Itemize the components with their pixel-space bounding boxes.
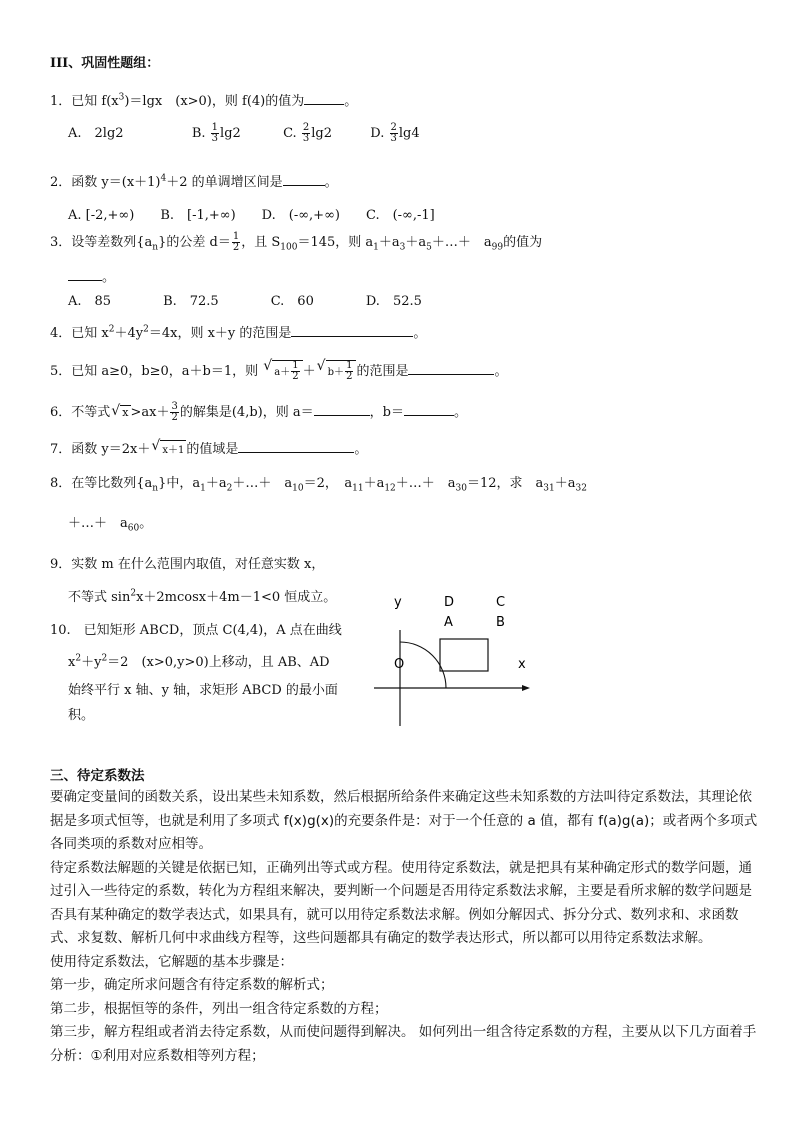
rectangle-figure <box>360 588 540 728</box>
q7-end: 。 <box>354 442 368 457</box>
question-8-line2 <box>68 512 152 534</box>
q1-text-b: )＝lgx (x>0)，则 f(4)的值为 <box>124 94 305 109</box>
q5-radical-1: √ a＋ $\frac{1}{2}$ <box>272 360 302 382</box>
question-2-options: A. [-2,+∞) B. [-1,+∞) D. (-∞,+∞) C. (-∞,-1] <box>68 208 435 223</box>
q8-sub-60: 60 <box>127 523 140 534</box>
q6-text-d: ，b＝ <box>369 405 404 420</box>
q5-answer-blank <box>408 362 494 375</box>
question-10-line2 <box>68 651 330 670</box>
q8-text-h: ＝12，求 a <box>467 476 544 491</box>
q1-option-c-label: C. <box>283 126 297 141</box>
q3-text-g: ＋…＋ a <box>431 235 492 250</box>
method-paragraph-2: 待定系数法解题的关键是依据已知，正确列出等式或方程。使用待定系数法，就是把具有某种确定形式的数学问题，通过引入一些待定的系数，转化为方程组来解决，要判断一个问题是否用待定系数法求解，主要是看所求解的数学问题是否具有某种确定的数学表达式，如果具有，就可以用待定系数法求解。例如分解因式、拆分分式、数列求和、求函数式、求复数、解析几何中求曲线方程等，这些问题都具有确定的数学表达形式，所以都可以用待定系数法求解。 <box>50 859 752 946</box>
q8-text-f: ＋a <box>363 476 385 491</box>
q3-text-c: ，且 S <box>241 235 281 250</box>
circle-arc <box>400 642 446 688</box>
label-c: C <box>496 595 506 610</box>
q1-option-b-label: B. <box>191 126 206 141</box>
q8-text-b: }中，a <box>158 476 201 491</box>
question-10-line4: 积。 <box>68 708 95 723</box>
q8-text-c: ＋a <box>205 476 227 491</box>
x-axis-arrow-icon <box>522 685 530 691</box>
question-1-stem <box>50 90 357 109</box>
q8-text-a: 8．在等比数列{a <box>50 476 153 491</box>
q3-text-f: ＋a <box>405 235 427 250</box>
q1-text-a: 1．已知 f(x <box>50 94 119 109</box>
question-3-stem <box>50 231 542 253</box>
q1-sup: 3 <box>118 92 125 103</box>
q4-text-c: ＝4x，则 x＋y 的范围是 <box>148 326 292 341</box>
q3-sub-3: 3 <box>399 242 406 253</box>
q6-radical: √ x <box>120 405 130 419</box>
question-1-options <box>68 122 420 144</box>
q4-end: 。 <box>413 326 427 341</box>
q3-sub-n: n <box>152 242 159 253</box>
q8-sub-32: 32 <box>575 483 587 494</box>
q10-text-a: x <box>68 655 76 670</box>
q9-text-b: x＋2mcosx＋4m－1<0 恒成立。 <box>136 590 337 605</box>
q1-option-c-fraction: $\frac{2}{3}$ <box>302 122 310 144</box>
q3-sub-99: 99 <box>491 242 504 253</box>
section-title: III、巩固性题组： <box>50 56 160 71</box>
question-7-stem <box>50 438 367 457</box>
question-4-stem <box>50 322 426 341</box>
q5-plus: ＋ <box>302 364 316 379</box>
q2-sup: 4 <box>160 173 167 184</box>
q4-sup-2: 2 <box>143 324 149 335</box>
q2-text-a: 2．函数 y＝(x＋1) <box>50 175 161 190</box>
question-6-stem <box>50 401 467 423</box>
q10-sup-2: 2 <box>101 653 108 664</box>
q3-sub-1: 1 <box>373 242 379 253</box>
label-a: A <box>444 615 453 630</box>
q3-text-e: ＋a <box>378 235 400 250</box>
q6-text-b: >ax＋ <box>130 405 170 420</box>
q8-sub-12: 12 <box>384 483 396 494</box>
q1-option-d-fraction: $\frac{2}{3}$ <box>390 122 397 144</box>
q10-text-c: ＝2 (x>0,y>0)上移动，且 AB、AD <box>107 655 330 670</box>
q4-text-a: 4．已知 x <box>50 326 109 341</box>
label-y: y <box>394 595 402 610</box>
q3-fraction: $\frac{1}{2}$ <box>232 231 240 253</box>
q2-answer-blank <box>283 173 325 186</box>
q7-text-a: 7．函数 y＝2x＋ <box>50 442 151 457</box>
q8-line2-a: ＋…＋ a <box>68 516 128 531</box>
q5-text-a: 5．已知 a≥0，b≥0，a＋b＝1，则 <box>50 364 259 379</box>
question-3-options: A. 85 B. 72.5 C. 60 D. 52.5 <box>68 294 422 309</box>
q6-end: 。 <box>453 405 467 420</box>
q2-text-b: ＋2 的单调增区间是 <box>166 175 283 190</box>
question-2-stem <box>50 171 338 190</box>
q4-answer-blank <box>291 324 413 337</box>
q4-text-b: ＋4y <box>114 326 144 341</box>
q7-answer-blank <box>238 440 354 453</box>
q3-text-b: }的公差 d＝ <box>158 235 231 250</box>
q6-text-a: 6．不等式 <box>50 405 111 420</box>
q8-sub-30: 30 <box>455 483 467 494</box>
q1-option-d-tail: lg4 <box>398 126 420 141</box>
label-b: B <box>496 615 505 630</box>
q8-sub-11: 11 <box>352 483 364 494</box>
q3-text-d: ＝145，则 a <box>297 235 374 250</box>
q3-answer-blank <box>68 268 102 281</box>
q5-text-b: 的范围是 <box>356 364 409 379</box>
method-title: 三、待定系数法 <box>50 768 145 784</box>
q6-blank-a <box>314 403 370 416</box>
q1-option-b-tail: lg2 <box>220 126 241 141</box>
label-o: O <box>394 657 405 672</box>
q8-line2-end: 。 <box>139 516 153 531</box>
method-body <box>50 786 760 1068</box>
q3-text-a: 3．设等差数列{a <box>50 235 153 250</box>
q1-option-b-fraction: $\frac{1}{3}$ <box>211 122 219 144</box>
q8-sub-1: 1 <box>200 483 206 494</box>
q8-text-e: ＝2， a <box>303 476 353 491</box>
q7-radical: √ x＋1 <box>160 440 186 456</box>
q8-sub-2: 2 <box>226 483 233 494</box>
question-9-line2 <box>68 586 336 605</box>
question-10-line3: 始终平行 x 轴、y 轴，求矩形 ABCD 的最小面 <box>68 683 338 698</box>
method-paragraph-5: 第二步，根据恒等的条件，列出一组含待定系数的方程； <box>50 1000 388 1017</box>
label-x: x <box>518 657 526 672</box>
q4-sup-1: 2 <box>108 324 115 335</box>
q3-text-h: 的值为 <box>503 235 543 250</box>
q1-option-c-tail: lg2 <box>311 126 332 141</box>
q8-sub-31: 31 <box>543 483 555 494</box>
q1-option-a: A. 2lg2 <box>68 126 124 141</box>
question-10-line1: 10. 已知矩形 ABCD，顶点 C(4,4)，A 点在曲线 <box>50 623 342 638</box>
q9-text-a: 不等式 sin <box>68 590 131 605</box>
method-paragraph-1: 要确定变量间的函数关系，设出某些未知系数，然后根据所给条件来确定这些未知系数的方法叫待定系数法，其理论依据是多项式恒等，也就是利用了多项式 f(x)g(x)的充要条件是：对于一个任意的 a 值，都有 f(a)g(a)；或者两个多项式各同类项的系数对应相等。 <box>50 789 758 852</box>
q1-end: 。 <box>344 94 358 109</box>
method-paragraph-4: 第一步，确定所求问题含有待定系数的解析式； <box>50 977 334 993</box>
q5-end: 。 <box>494 364 508 379</box>
q2-end: 。 <box>324 175 338 190</box>
q1-answer-blank <box>304 92 344 105</box>
q8-text-d: ＋…＋ a <box>232 476 293 491</box>
q6-blank-b <box>404 403 454 416</box>
method-paragraph-6: 第三步，解方程组或者消去待定系数，从而使问题得到解决。 如何列出一组含待定系数的方程，主要从以下几方面着手分析：①利用对应系数相等列方程； <box>50 1024 757 1064</box>
q3-sub-100: 100 <box>280 242 298 253</box>
q3-sub-5: 5 <box>426 242 432 253</box>
q6-fraction: $\frac{3}{2}$ <box>171 401 178 423</box>
q8-sub-n: n <box>152 483 159 494</box>
q7-text-b: 的值域是 <box>186 442 239 457</box>
method-paragraph-3: 使用待定系数法，它解题的基本步骤是： <box>50 953 293 970</box>
q8-text-g: ＋…＋ a <box>395 476 456 491</box>
question-9-line1: 9．实数 m 在什么范围内取值，对任意实数 x， <box>50 557 325 572</box>
label-d: D <box>444 595 455 610</box>
q3-end: 。 <box>102 270 116 285</box>
q9-sup: 2 <box>130 588 137 599</box>
q5-radical-2: √ b＋ $\frac{1}{2}$ <box>326 360 357 382</box>
q10-sup-1: 2 <box>75 653 82 664</box>
q8-text-i: ＋a <box>554 476 576 491</box>
question-8-stem <box>50 472 587 494</box>
question-5-stem <box>50 360 507 382</box>
question-3-line2 <box>68 266 115 285</box>
rectangle-abcd <box>440 639 488 671</box>
q8-sub-10: 10 <box>292 483 304 494</box>
q10-text-b: ＋y <box>81 655 102 670</box>
q1-option-d-label: D. <box>370 126 385 141</box>
q6-text-c: 的解集是(4,b)，则 a＝ <box>179 405 314 420</box>
